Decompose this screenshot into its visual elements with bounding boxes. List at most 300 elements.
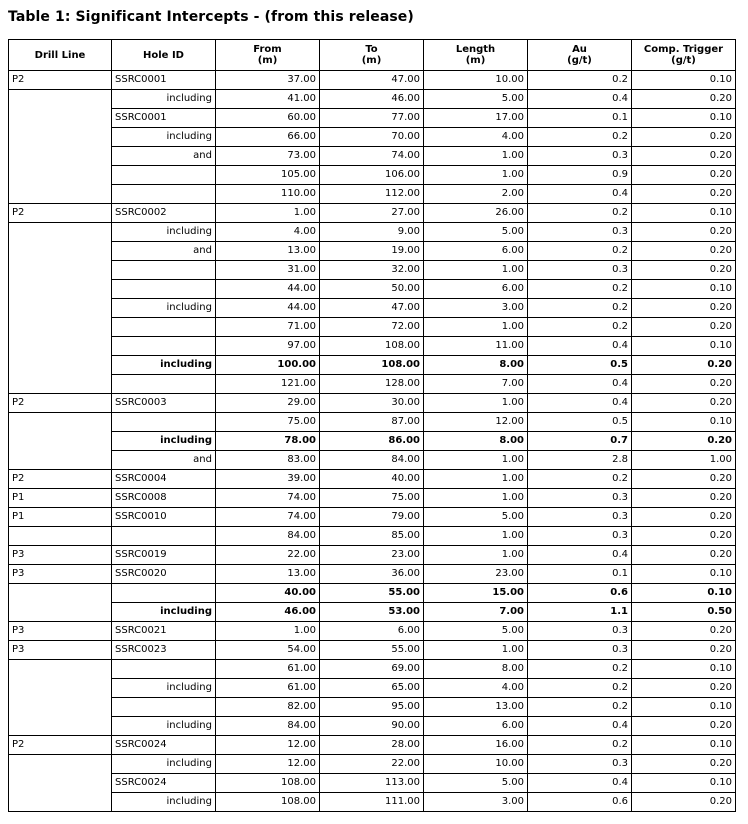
- cell-hole-id: [112, 375, 216, 394]
- cell-hole-id: SSRC0023: [112, 641, 216, 660]
- cell-au: 0.2: [528, 128, 632, 147]
- cell-hole-id: [112, 166, 216, 185]
- cell-length: 6.00: [424, 242, 528, 261]
- cell-from: 44.00: [216, 299, 320, 318]
- cell-au: 0.2: [528, 660, 632, 679]
- cell-length: 23.00: [424, 565, 528, 584]
- cell-au: 0.2: [528, 204, 632, 223]
- cell-hole-id: and: [112, 242, 216, 261]
- cell-hole-id: SSRC0004: [112, 470, 216, 489]
- cell-to: 27.00: [320, 204, 424, 223]
- cell-to: 87.00: [320, 413, 424, 432]
- cell-hole-id: including: [112, 223, 216, 242]
- cell-to: 47.00: [320, 299, 424, 318]
- cell-comp-trigger: 0.20: [632, 755, 736, 774]
- cell-from: 54.00: [216, 641, 320, 660]
- cell-from: 60.00: [216, 109, 320, 128]
- cell-au: 0.3: [528, 755, 632, 774]
- cell-to: 46.00: [320, 90, 424, 109]
- table-title: Table 1: Significant Intercepts - (from this release): [8, 9, 414, 25]
- cell-from: 1.00: [216, 204, 320, 223]
- cell-drill-line: P2: [9, 71, 112, 90]
- cell-hole-id: [112, 584, 216, 603]
- cell-drill-line: P3: [9, 546, 112, 565]
- cell-comp-trigger: 0.10: [632, 337, 736, 356]
- cell-to: 9.00: [320, 223, 424, 242]
- table-row: [9, 128, 736, 147]
- header-length: Length (m): [424, 40, 528, 71]
- cell-length: 4.00: [424, 128, 528, 147]
- header-drill-line: Drill Line: [9, 40, 112, 71]
- header-au: Au (g/t): [528, 40, 632, 71]
- cell-au: 0.4: [528, 375, 632, 394]
- table-row: [9, 584, 736, 603]
- cell-length: 3.00: [424, 793, 528, 812]
- cell-au: 0.6: [528, 584, 632, 603]
- cell-from: 12.00: [216, 755, 320, 774]
- cell-from: 44.00: [216, 280, 320, 299]
- table-row: [9, 736, 736, 755]
- cell-au: 0.4: [528, 394, 632, 413]
- cell-from: 12.00: [216, 736, 320, 755]
- cell-drill-line: [9, 527, 112, 546]
- cell-length: 6.00: [424, 280, 528, 299]
- cell-to: 86.00: [320, 432, 424, 451]
- cell-comp-trigger: 0.20: [632, 470, 736, 489]
- cell-comp-trigger: 0.20: [632, 679, 736, 698]
- cell-length: 8.00: [424, 432, 528, 451]
- cell-to: 74.00: [320, 147, 424, 166]
- cell-drill-line: P3: [9, 641, 112, 660]
- cell-drill-line: P1: [9, 489, 112, 508]
- table-row: [9, 223, 736, 242]
- cell-from: 4.00: [216, 223, 320, 242]
- cell-comp-trigger: 0.20: [632, 793, 736, 812]
- cell-length: 10.00: [424, 71, 528, 90]
- cell-length: 26.00: [424, 204, 528, 223]
- cell-length: 7.00: [424, 603, 528, 622]
- cell-to: 112.00: [320, 185, 424, 204]
- table-row: [9, 337, 736, 356]
- cell-length: 13.00: [424, 698, 528, 717]
- cell-length: 15.00: [424, 584, 528, 603]
- cell-to: 77.00: [320, 109, 424, 128]
- cell-to: 6.00: [320, 622, 424, 641]
- cell-hole-id: [112, 337, 216, 356]
- cell-from: 105.00: [216, 166, 320, 185]
- cell-length: 1.00: [424, 147, 528, 166]
- cell-to: 113.00: [320, 774, 424, 793]
- cell-au: 0.3: [528, 261, 632, 280]
- cell-from: 84.00: [216, 527, 320, 546]
- cell-hole-id: and: [112, 451, 216, 470]
- cell-drill-line: [9, 223, 112, 394]
- cell-comp-trigger: 0.20: [632, 717, 736, 736]
- cell-from: 84.00: [216, 717, 320, 736]
- cell-au: 0.1: [528, 109, 632, 128]
- cell-from: 13.00: [216, 242, 320, 261]
- cell-drill-line: P3: [9, 565, 112, 584]
- table-header-row: [9, 40, 736, 71]
- cell-au: 0.4: [528, 717, 632, 736]
- cell-hole-id: SSRC0019: [112, 546, 216, 565]
- cell-hole-id: SSRC0020: [112, 565, 216, 584]
- table-row: [9, 71, 736, 90]
- cell-hole-id: including: [112, 299, 216, 318]
- cell-hole-id: including: [112, 717, 216, 736]
- cell-to: 70.00: [320, 128, 424, 147]
- cell-to: 75.00: [320, 489, 424, 508]
- cell-comp-trigger: 0.20: [632, 641, 736, 660]
- table-row: [9, 793, 736, 812]
- cell-comp-trigger: 0.20: [632, 622, 736, 641]
- cell-au: 0.5: [528, 413, 632, 432]
- cell-from: 110.00: [216, 185, 320, 204]
- cell-hole-id: including: [112, 356, 216, 375]
- cell-length: 1.00: [424, 470, 528, 489]
- header-hole-id: Hole ID: [112, 40, 216, 71]
- cell-au: 0.3: [528, 527, 632, 546]
- cell-au: 0.2: [528, 318, 632, 337]
- cell-comp-trigger: 0.10: [632, 280, 736, 299]
- cell-drill-line: P2: [9, 394, 112, 413]
- cell-au: 0.2: [528, 698, 632, 717]
- cell-length: 5.00: [424, 90, 528, 109]
- cell-length: 1.00: [424, 394, 528, 413]
- cell-to: 55.00: [320, 584, 424, 603]
- cell-hole-id: including: [112, 90, 216, 109]
- cell-to: 19.00: [320, 242, 424, 261]
- cell-to: 28.00: [320, 736, 424, 755]
- cell-to: 108.00: [320, 356, 424, 375]
- cell-hole-id: [112, 413, 216, 432]
- cell-hole-id: SSRC0010: [112, 508, 216, 527]
- cell-length: 8.00: [424, 356, 528, 375]
- table-row: [9, 166, 736, 185]
- table-row: [9, 318, 736, 337]
- table-row: [9, 204, 736, 223]
- cell-to: 84.00: [320, 451, 424, 470]
- cell-from: 13.00: [216, 565, 320, 584]
- cell-comp-trigger: 0.10: [632, 660, 736, 679]
- cell-comp-trigger: 0.20: [632, 185, 736, 204]
- cell-au: 0.4: [528, 337, 632, 356]
- cell-length: 1.00: [424, 451, 528, 470]
- significant-intercepts-table: [8, 39, 736, 812]
- table-row: [9, 508, 736, 527]
- cell-length: 1.00: [424, 166, 528, 185]
- cell-au: 0.6: [528, 793, 632, 812]
- cell-au: 0.3: [528, 147, 632, 166]
- cell-hole-id: including: [112, 793, 216, 812]
- cell-hole-id: [112, 660, 216, 679]
- cell-drill-line: [9, 755, 112, 812]
- cell-comp-trigger: 0.10: [632, 109, 736, 128]
- cell-drill-line: P1: [9, 508, 112, 527]
- cell-length: 5.00: [424, 774, 528, 793]
- cell-to: 40.00: [320, 470, 424, 489]
- table-row: [9, 546, 736, 565]
- table-row: [9, 641, 736, 660]
- cell-to: 72.00: [320, 318, 424, 337]
- cell-comp-trigger: 0.20: [632, 166, 736, 185]
- cell-comp-trigger: 0.20: [632, 432, 736, 451]
- table-row: [9, 90, 736, 109]
- cell-comp-trigger: 1.00: [632, 451, 736, 470]
- cell-length: 12.00: [424, 413, 528, 432]
- cell-hole-id: [112, 527, 216, 546]
- cell-comp-trigger: 0.20: [632, 299, 736, 318]
- cell-to: 47.00: [320, 71, 424, 90]
- cell-au: 0.9: [528, 166, 632, 185]
- cell-to: 106.00: [320, 166, 424, 185]
- cell-comp-trigger: 0.20: [632, 356, 736, 375]
- cell-to: 50.00: [320, 280, 424, 299]
- cell-length: 5.00: [424, 508, 528, 527]
- cell-length: 5.00: [424, 223, 528, 242]
- table-body: [9, 71, 736, 812]
- cell-au: 0.3: [528, 641, 632, 660]
- table-row: [9, 489, 736, 508]
- cell-au: 0.7: [528, 432, 632, 451]
- table-row: [9, 356, 736, 375]
- cell-from: 74.00: [216, 508, 320, 527]
- cell-drill-line: P2: [9, 736, 112, 755]
- cell-from: 78.00: [216, 432, 320, 451]
- cell-from: 61.00: [216, 660, 320, 679]
- cell-hole-id: SSRC0008: [112, 489, 216, 508]
- header-to: To (m): [320, 40, 424, 71]
- cell-to: 90.00: [320, 717, 424, 736]
- cell-au: 0.1: [528, 565, 632, 584]
- cell-length: 1.00: [424, 318, 528, 337]
- table-row: [9, 280, 736, 299]
- table-row: [9, 527, 736, 546]
- cell-hole-id: and: [112, 147, 216, 166]
- cell-from: 73.00: [216, 147, 320, 166]
- cell-from: 74.00: [216, 489, 320, 508]
- cell-comp-trigger: 0.20: [632, 527, 736, 546]
- cell-length: 17.00: [424, 109, 528, 128]
- cell-length: 16.00: [424, 736, 528, 755]
- cell-to: 111.00: [320, 793, 424, 812]
- cell-from: 66.00: [216, 128, 320, 147]
- cell-au: 0.2: [528, 299, 632, 318]
- cell-hole-id: SSRC0001: [112, 109, 216, 128]
- cell-to: 108.00: [320, 337, 424, 356]
- cell-length: 1.00: [424, 527, 528, 546]
- cell-comp-trigger: 0.20: [632, 394, 736, 413]
- cell-length: 1.00: [424, 489, 528, 508]
- cell-to: 95.00: [320, 698, 424, 717]
- cell-to: 79.00: [320, 508, 424, 527]
- header-comp-trigger: Comp. Trigger (g/t): [632, 40, 736, 71]
- table-row: [9, 679, 736, 698]
- cell-au: 0.5: [528, 356, 632, 375]
- cell-from: 39.00: [216, 470, 320, 489]
- cell-au: 1.1: [528, 603, 632, 622]
- cell-length: 1.00: [424, 261, 528, 280]
- table-row: [9, 432, 736, 451]
- cell-hole-id: SSRC0001: [112, 71, 216, 90]
- cell-from: 29.00: [216, 394, 320, 413]
- table-row: [9, 413, 736, 432]
- cell-au: 0.4: [528, 185, 632, 204]
- cell-hole-id: SSRC0024: [112, 774, 216, 793]
- cell-au: 0.2: [528, 71, 632, 90]
- cell-comp-trigger: 0.10: [632, 204, 736, 223]
- cell-to: 65.00: [320, 679, 424, 698]
- cell-from: 108.00: [216, 793, 320, 812]
- cell-from: 83.00: [216, 451, 320, 470]
- cell-comp-trigger: 0.10: [632, 584, 736, 603]
- cell-au: 0.2: [528, 736, 632, 755]
- table-row: [9, 109, 736, 128]
- cell-to: 53.00: [320, 603, 424, 622]
- table-row: [9, 185, 736, 204]
- cell-from: 82.00: [216, 698, 320, 717]
- cell-length: 7.00: [424, 375, 528, 394]
- cell-comp-trigger: 0.20: [632, 508, 736, 527]
- cell-to: 69.00: [320, 660, 424, 679]
- table-row: [9, 299, 736, 318]
- cell-au: 2.8: [528, 451, 632, 470]
- cell-comp-trigger: 0.20: [632, 90, 736, 109]
- cell-drill-line: [9, 90, 112, 204]
- cell-hole-id: [112, 261, 216, 280]
- cell-from: 61.00: [216, 679, 320, 698]
- cell-au: 0.3: [528, 223, 632, 242]
- cell-hole-id: SSRC0024: [112, 736, 216, 755]
- cell-hole-id: including: [112, 128, 216, 147]
- table-row: [9, 622, 736, 641]
- cell-au: 0.3: [528, 489, 632, 508]
- cell-comp-trigger: 0.20: [632, 318, 736, 337]
- table-row: [9, 565, 736, 584]
- cell-from: 97.00: [216, 337, 320, 356]
- cell-length: 1.00: [424, 641, 528, 660]
- cell-au: 0.4: [528, 774, 632, 793]
- cell-comp-trigger: 0.10: [632, 736, 736, 755]
- header-from: From (m): [216, 40, 320, 71]
- cell-hole-id: including: [112, 679, 216, 698]
- cell-length: 11.00: [424, 337, 528, 356]
- cell-hole-id: [112, 280, 216, 299]
- cell-comp-trigger: 0.20: [632, 147, 736, 166]
- table-row: [9, 698, 736, 717]
- cell-from: 121.00: [216, 375, 320, 394]
- cell-length: 5.00: [424, 622, 528, 641]
- cell-hole-id: [112, 185, 216, 204]
- cell-length: 10.00: [424, 755, 528, 774]
- cell-to: 32.00: [320, 261, 424, 280]
- table-row: [9, 470, 736, 489]
- cell-comp-trigger: 0.20: [632, 223, 736, 242]
- cell-comp-trigger: 0.10: [632, 565, 736, 584]
- cell-hole-id: [112, 698, 216, 717]
- cell-from: 31.00: [216, 261, 320, 280]
- cell-comp-trigger: 0.10: [632, 71, 736, 90]
- cell-drill-line: P2: [9, 470, 112, 489]
- cell-au: 0.2: [528, 242, 632, 261]
- table-row: [9, 261, 736, 280]
- cell-from: 40.00: [216, 584, 320, 603]
- cell-length: 4.00: [424, 679, 528, 698]
- cell-au: 0.4: [528, 90, 632, 109]
- cell-hole-id: SSRC0021: [112, 622, 216, 641]
- cell-from: 41.00: [216, 90, 320, 109]
- cell-drill-line: [9, 584, 112, 622]
- cell-to: 128.00: [320, 375, 424, 394]
- cell-hole-id: SSRC0002: [112, 204, 216, 223]
- cell-drill-line: P2: [9, 204, 112, 223]
- cell-from: 46.00: [216, 603, 320, 622]
- cell-to: 23.00: [320, 546, 424, 565]
- cell-from: 22.00: [216, 546, 320, 565]
- cell-comp-trigger: 0.50: [632, 603, 736, 622]
- table-row: [9, 242, 736, 261]
- table-row: [9, 660, 736, 679]
- cell-comp-trigger: 0.10: [632, 413, 736, 432]
- table-row: [9, 147, 736, 166]
- cell-length: 2.00: [424, 185, 528, 204]
- cell-from: 75.00: [216, 413, 320, 432]
- cell-comp-trigger: 0.20: [632, 489, 736, 508]
- cell-drill-line: P3: [9, 622, 112, 641]
- table-row: [9, 774, 736, 793]
- cell-au: 0.2: [528, 470, 632, 489]
- cell-from: 108.00: [216, 774, 320, 793]
- cell-hole-id: including: [112, 755, 216, 774]
- cell-from: 1.00: [216, 622, 320, 641]
- cell-from: 37.00: [216, 71, 320, 90]
- table-row: [9, 375, 736, 394]
- cell-to: 36.00: [320, 565, 424, 584]
- cell-comp-trigger: 0.20: [632, 128, 736, 147]
- cell-comp-trigger: 0.20: [632, 261, 736, 280]
- table-row: [9, 755, 736, 774]
- cell-length: 8.00: [424, 660, 528, 679]
- cell-au: 0.2: [528, 280, 632, 299]
- table-row: [9, 394, 736, 413]
- cell-to: 22.00: [320, 755, 424, 774]
- cell-comp-trigger: 0.20: [632, 375, 736, 394]
- cell-hole-id: including: [112, 603, 216, 622]
- table-row: [9, 603, 736, 622]
- cell-to: 85.00: [320, 527, 424, 546]
- cell-au: 0.3: [528, 622, 632, 641]
- cell-from: 100.00: [216, 356, 320, 375]
- cell-comp-trigger: 0.10: [632, 698, 736, 717]
- table-row: [9, 717, 736, 736]
- cell-length: 1.00: [424, 546, 528, 565]
- cell-au: 0.4: [528, 546, 632, 565]
- cell-drill-line: [9, 660, 112, 736]
- cell-hole-id: SSRC0003: [112, 394, 216, 413]
- cell-comp-trigger: 0.20: [632, 242, 736, 261]
- cell-comp-trigger: 0.10: [632, 774, 736, 793]
- cell-to: 55.00: [320, 641, 424, 660]
- cell-from: 71.00: [216, 318, 320, 337]
- cell-length: 3.00: [424, 299, 528, 318]
- cell-hole-id: [112, 318, 216, 337]
- cell-to: 30.00: [320, 394, 424, 413]
- table-row: [9, 451, 736, 470]
- cell-drill-line: [9, 413, 112, 470]
- cell-au: 0.3: [528, 508, 632, 527]
- cell-au: 0.2: [528, 679, 632, 698]
- cell-comp-trigger: 0.20: [632, 546, 736, 565]
